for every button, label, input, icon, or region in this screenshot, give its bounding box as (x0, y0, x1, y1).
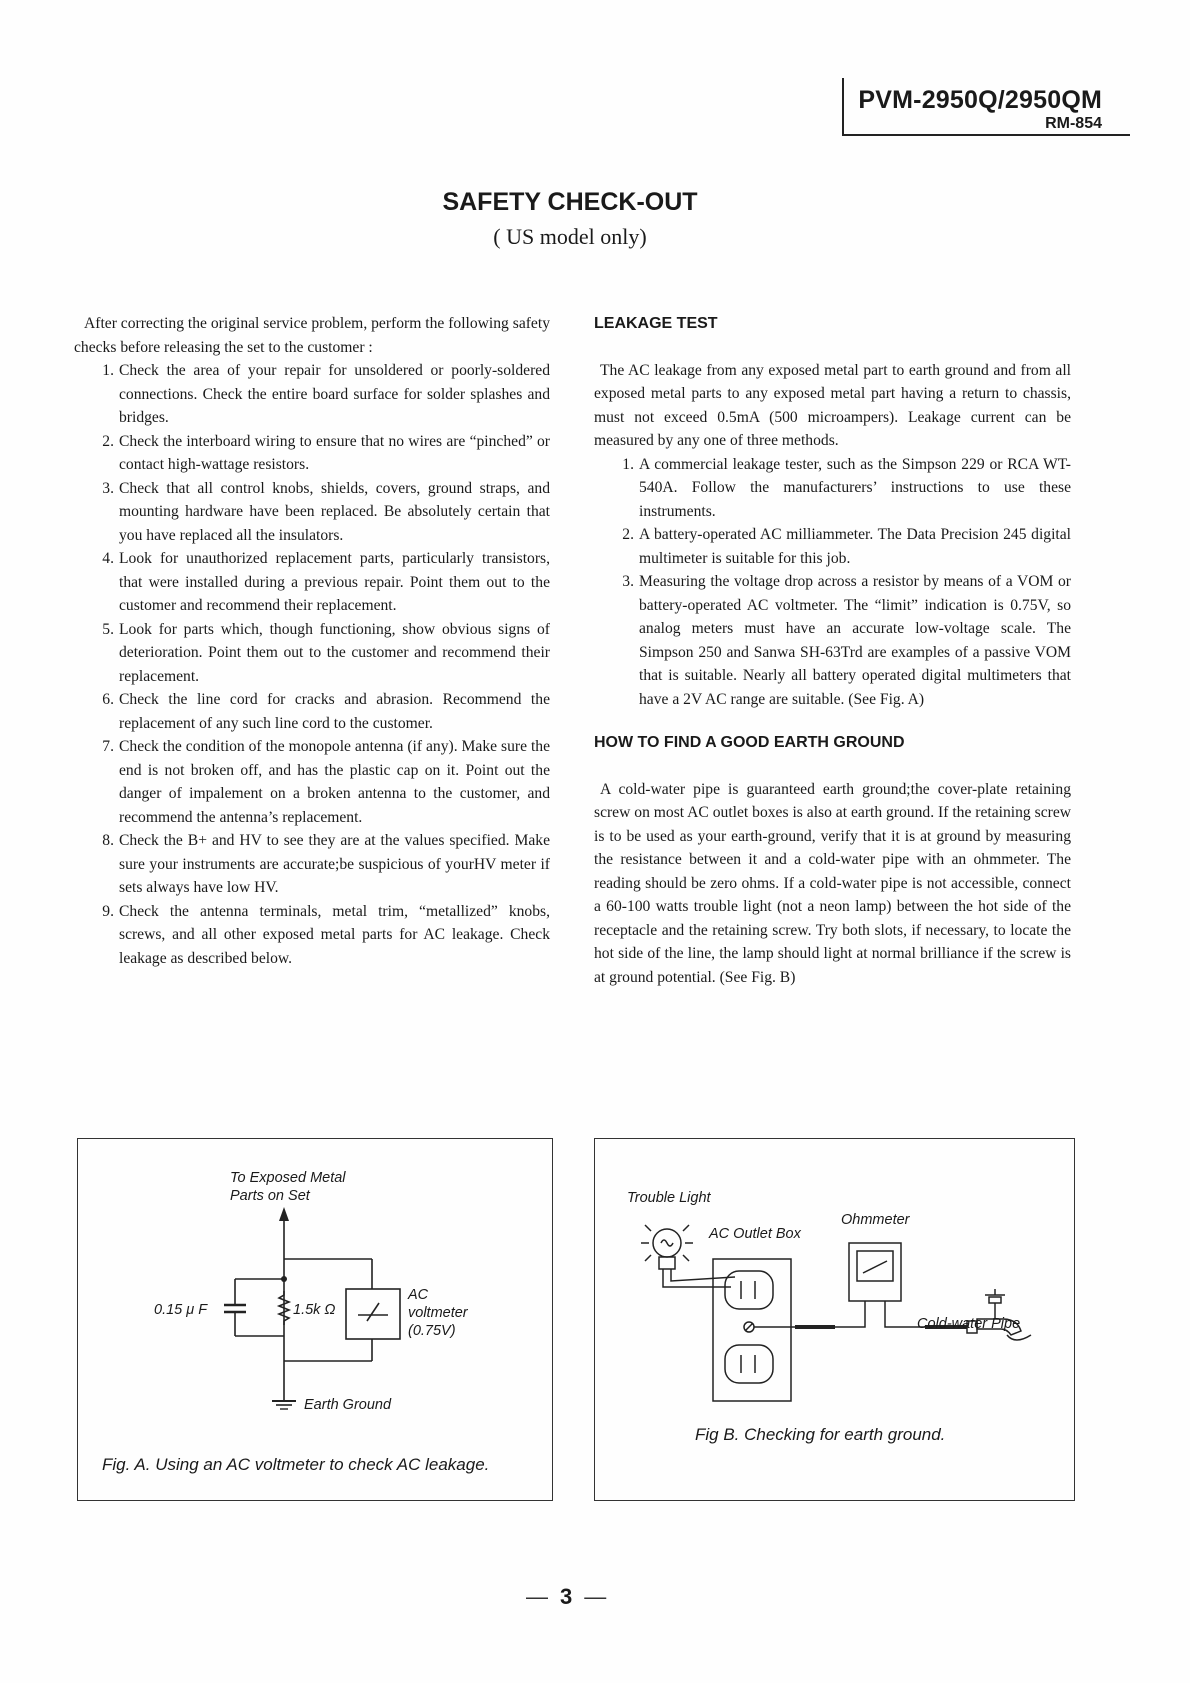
list-item (74, 900, 550, 971)
ohmmeter-label: Ohmmeter (841, 1212, 910, 1228)
list-item (74, 547, 550, 618)
item-text: Check the antenna terminals, metal trim, “metallized” knobs, screws, and all other exposed metal parts for AC leakage. Check leakage as described below. (119, 902, 550, 967)
item-text: Measuring the voltage drop across a resistor by means of a VOM or battery-operated AC voltmeter. The “limit” indication is 0.75V, so analog meters must have an accurate low-voltage scale. The Simpson 250 and Sanwa SH-63Trd are examples of a passive VOM that is suitable. Nearly all battery operated digital multimeters that have a 2V AC range are suitable. (See Fig. A) (639, 573, 1071, 708)
item-number: 5. (102, 620, 114, 638)
fig-a-caption: Fig. A. Using an AC voltmeter to check AC leakage. (102, 1455, 490, 1474)
model-number: PVM-2950Q/2950QM (858, 86, 1102, 114)
item-text: Check the B+ and HV to see they are at the values specified. Make sure your instruments are accurate;be suspicious of yourHV meter if sets always have low HV. (119, 832, 550, 896)
resistor-label: 1.5k Ω (293, 1302, 336, 1318)
right-column (594, 312, 1071, 989)
item-text: Check the line cord for cracks and abrasion. Recommend the replacement of any such line cord to the customer. (119, 691, 550, 732)
header-box (842, 78, 1130, 136)
item-text: Check that all control knobs, shields, covers, ground straps, and mounting hardware have been replaced. Be absolutely certain that you have replaced all the insulators. (119, 479, 550, 544)
label-exposed-metal-1: To Exposed Metal (230, 1170, 346, 1186)
item-text: Look for parts which, though functioning, show obvious signs of deterioration. Point them out to the customer and recommend their replacement. (119, 620, 550, 685)
item-text: A commercial leakage tester, such as the Simpson 229 or RCA WT-540A. Follow the manufacturers’ instructions to use these instruments. (639, 455, 1071, 520)
page-subtitle: ( US model only) (493, 224, 647, 249)
list-item (74, 618, 550, 689)
figure-a (77, 1138, 553, 1501)
earth-ground-heading: HOW TO FIND A GOOD EARTH GROUND (594, 734, 905, 751)
item-number: 7. (102, 738, 114, 755)
item-number: 6. (102, 691, 114, 708)
list-item (594, 570, 1071, 711)
item-number: 3. (622, 573, 634, 590)
fig-b-caption: Fig B. Checking for earth ground. (695, 1425, 946, 1444)
earth-ground-label: Earth Ground (304, 1397, 392, 1413)
meter-label-1: AC (408, 1287, 429, 1303)
item-number: 1. (102, 362, 114, 379)
capacitor-label: 0.15 μ F (154, 1302, 208, 1318)
item-number: 9. (102, 902, 114, 920)
outlet-box-icon (713, 1259, 791, 1401)
item-number: 1. (622, 455, 634, 473)
list-item (74, 359, 550, 430)
meter-label-2: voltmeter (408, 1305, 468, 1321)
leakage-methods-list (594, 453, 1071, 712)
list-item (74, 829, 550, 900)
fig-a-circuit-diagram (78, 1139, 552, 1500)
list-item (74, 477, 550, 548)
page-number: — 3 — (526, 1584, 607, 1609)
item-number: 4. (102, 550, 114, 567)
safety-check-list (74, 359, 550, 970)
trouble-light-label: Trouble Light (627, 1190, 711, 1206)
item-number: 8. (102, 832, 114, 849)
list-item (74, 430, 550, 477)
leakage-test-heading: LEAKAGE TEST (594, 315, 718, 332)
item-text: Check the interboard wiring to ensure that no wires are “pinched” or contact high-wattage resistors. (119, 432, 550, 473)
list-item (594, 453, 1071, 524)
page-title: SAFETY CHECK-OUT (442, 188, 698, 216)
item-text: Check the condition of the monopole antenna (if any). Make sure the end is not broken off, and has the plastic cap on it. Point out the danger of impalement on a broken antenna to the customer, and recommend the antenna’s replacement. (119, 738, 550, 826)
item-text: A battery-operated AC milliammeter. The Data Precision 245 digital multimeter is suitable for this job. (639, 526, 1071, 567)
rm-number: RM-854 (1045, 115, 1102, 132)
leakage-intro: The AC leakage from any exposed metal part to earth ground and from all exposed metal parts to any exposed metal part having a return to chassis, must not exceed 0.5mA (500 microampers). Leakage current can be measured by any one of three methods. (594, 361, 1071, 449)
list-item (74, 735, 550, 829)
figure-b (594, 1138, 1075, 1501)
list-item (594, 523, 1071, 570)
left-column (74, 312, 550, 970)
page-number-value: 3 (560, 1584, 573, 1609)
outlet-box-label: AC Outlet Box (709, 1226, 801, 1242)
intro-text: After correcting the original service problem, perform the following safety checks before releasing the set to the customer : (74, 315, 550, 356)
list-item (74, 688, 550, 735)
item-text: Look for unauthorized replacement parts, particularly transistors, that were installed during a previous repair. Point them out to the customer and recommend their replacement. (119, 550, 550, 614)
item-number: 3. (102, 479, 114, 497)
cold-water-pipe-label: Cold-water Pipe (917, 1316, 1021, 1332)
meter-label-3: (0.75V) (408, 1323, 456, 1339)
earth-ground-text: A cold-water pipe is guaranteed earth ground;the cover-plate retaining screw on most AC outlet boxes is also at earth ground. If the retaining screw is to be used as your earth-ground, verify that it is at ground by measuring the resistance between it and a cold-water pipe with an ohmmeter. The reading should be zero ohms. If a cold-water pipe is not accessible, connect a 60-100 watts trouble light (not a neon lamp) between the hot side of the receptacle and the retaining screw. Try both slots, if necessary, to locate the hot side of the line, the lamp should light at normal brilliance if the screw is at ground potential. (See Fig. B) (594, 780, 1071, 986)
junction-dot (281, 1276, 287, 1282)
item-number: 2. (102, 432, 114, 450)
item-text: Check the area of your repair for unsoldered or poorly-soldered connections. Check the entire board surface for solder splashes and bridges. (119, 362, 550, 426)
label-exposed-metal-2: Parts on Set (230, 1188, 310, 1204)
item-number: 2. (622, 526, 634, 543)
